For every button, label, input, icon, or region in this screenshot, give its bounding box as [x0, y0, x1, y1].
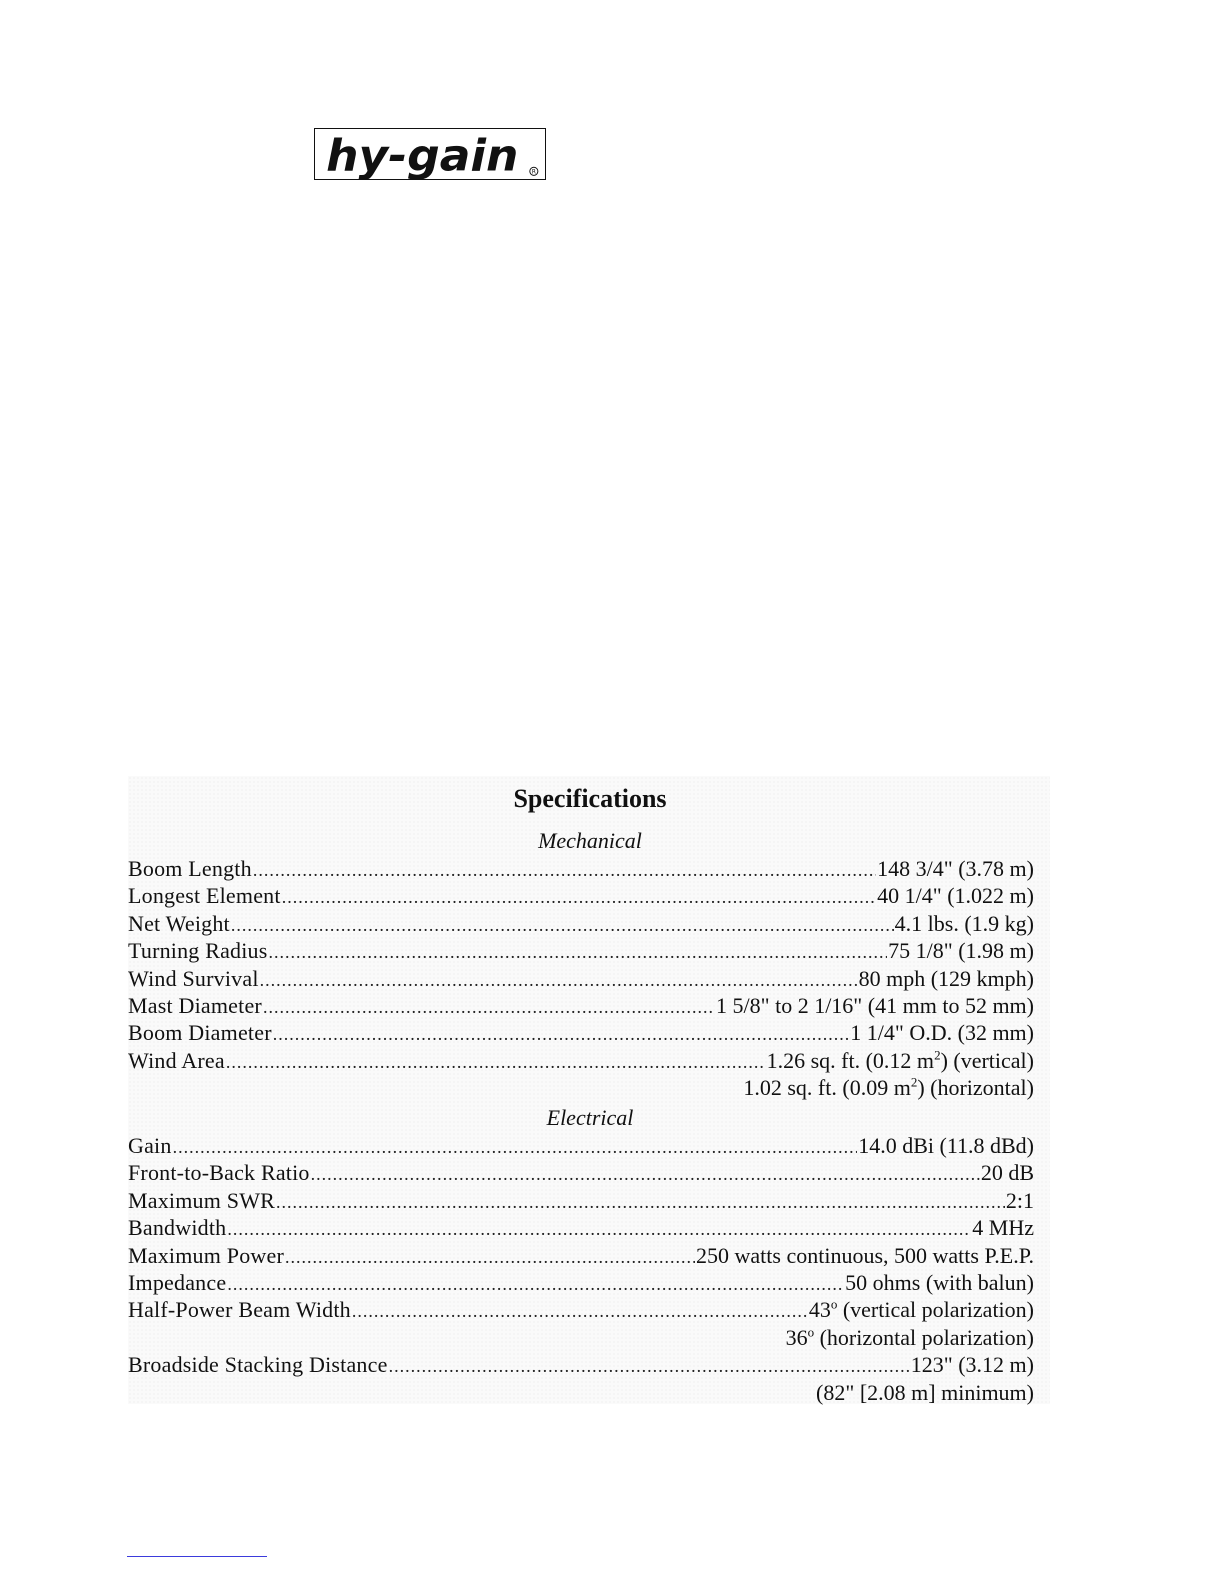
spec-label: Turning Radius [128, 938, 268, 964]
spec-label: Mast Diameter [128, 992, 262, 1018]
spec-value: (82" [2.08 m] minimum) [816, 1379, 1034, 1405]
registered-mark-letter: R [531, 169, 536, 176]
spec-row-wind-area [128, 1047, 1034, 1074]
dot-leader [276, 1189, 1005, 1216]
spec-value: 123" (3.12 m) [910, 1352, 1034, 1378]
spec-value: 1 5/8" to 2 1/16" (41 mm to 52 mm) [715, 992, 1034, 1018]
spec-row-gain [128, 1132, 1034, 1159]
spec-label: Net Weight [128, 910, 230, 936]
spec-label: Front-to-Back Ratio [128, 1160, 310, 1186]
spec-value: 20 dB [980, 1160, 1034, 1186]
dot-leader [311, 1161, 980, 1188]
spec-row-turning-radius [128, 937, 1034, 964]
spec-value: 4.1 lbs. (1.9 kg) [894, 910, 1034, 936]
spec-value: 80 mph (129 kmph) [858, 965, 1034, 991]
spec-value: 1.02 sq. ft. (0.09 $m^2$) (horizontal) [743, 1074, 1034, 1101]
spec-value: 40 1/4" (1.022 m) [877, 883, 1034, 909]
spec-label: Gain [128, 1133, 172, 1158]
spec-row-wind-area-horizontal [128, 1074, 1034, 1101]
dot-leader [282, 884, 876, 911]
spec-label: Boom Diameter [128, 1020, 272, 1046]
spec-value: 36$^o$ (horizontal polarization) [785, 1324, 1034, 1350]
spec-label: Bandwidth [128, 1215, 227, 1241]
spec-row-impedance [128, 1269, 1034, 1296]
spec-value: 43$^o$ (vertical polarization) [808, 1297, 1034, 1323]
spec-row-stacking-distance [128, 1351, 1034, 1378]
spec-value: 14.0 dBi (11.8 dBd) [858, 1133, 1034, 1158]
spec-row-boom-diameter [128, 1019, 1034, 1046]
dot-leader [285, 1244, 695, 1271]
spec-label: Half-Power Beam Width [128, 1297, 351, 1323]
logo-wordmark: hy-gain [326, 131, 519, 179]
spec-label: Boom Length [128, 856, 252, 881]
spec-row-net-weight [128, 910, 1034, 937]
hy-gain-logo [314, 128, 546, 180]
spec-value: 2:1 [1005, 1187, 1034, 1213]
spec-value: 1 1/4" O.D. (32 mm) [850, 1020, 1034, 1046]
spec-label: Wind Survival [128, 965, 259, 991]
spec-row-beam-width [128, 1296, 1034, 1323]
spec-row-max-swr [128, 1187, 1034, 1214]
hy-gain-logo-graphic [315, 129, 545, 179]
electrical-heading: Electrical [546, 1105, 634, 1130]
spec-row-max-power [128, 1242, 1034, 1269]
dot-leader [227, 1216, 971, 1243]
spec-value: 1.26 sq. ft. (0.12 $m^2$) (vertical) [766, 1047, 1034, 1073]
dot-leader [253, 857, 876, 884]
spec-value: 75 1/8" (1.98 m) [888, 938, 1034, 964]
spec-value: 148 3/4" (3.78 m) [877, 856, 1034, 881]
spec-row-beam-width-horizontal [128, 1324, 1034, 1351]
spec-label: Broadside Stacking Distance [128, 1352, 388, 1378]
spec-row-longest-element [128, 882, 1034, 909]
spec-row-mast-diameter [128, 992, 1034, 1019]
specifications-title: Specifications [513, 784, 667, 813]
spec-value: 50 ohms (with balun) [845, 1269, 1034, 1295]
spec-label: Maximum Power [128, 1242, 284, 1268]
dot-leader [269, 939, 888, 966]
dot-leader [389, 1353, 910, 1380]
dot-leader [260, 967, 858, 994]
dot-leader [352, 1298, 808, 1325]
spec-label: Impedance [128, 1269, 227, 1295]
dot-leader [263, 994, 715, 1021]
spec-label: Longest Element [128, 883, 281, 909]
electrical-specs-list [128, 1132, 1034, 1406]
dot-leader [231, 912, 894, 939]
spec-row-front-to-back [128, 1159, 1034, 1186]
dot-leader [227, 1271, 844, 1298]
dot-leader [173, 1134, 858, 1161]
dot-leader [226, 1049, 766, 1076]
mechanical-specs-list [128, 855, 1034, 1102]
dot-leader [273, 1021, 850, 1048]
spec-label: Maximum SWR [128, 1187, 276, 1213]
spec-row-wind-survival [128, 965, 1034, 992]
spec-value: 4 MHz [972, 1215, 1034, 1241]
footer-link-underline[interactable] [127, 1555, 267, 1557]
spec-value: 250 watts continuous, 500 watts P.E.P. [696, 1242, 1034, 1268]
spec-label: Wind Area [128, 1047, 225, 1073]
spec-row-stacking-minimum [128, 1379, 1034, 1406]
spec-row-boom-length [128, 855, 1034, 882]
spec-row-bandwidth [128, 1214, 1034, 1241]
mechanical-heading: Mechanical [538, 828, 642, 853]
